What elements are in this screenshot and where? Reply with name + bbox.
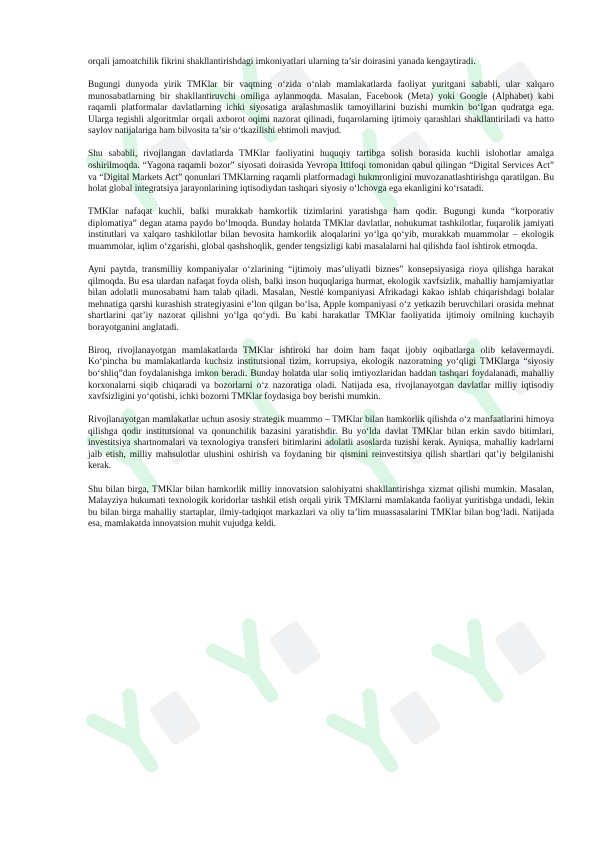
document-body <box>88 57 554 531</box>
watermark-mark <box>93 671 204 778</box>
watermark-mark <box>438 601 549 708</box>
paragraph: orqali jamoatchilik fikrini shakllantirishdagi imkoniyatlari ularning ta’sir doirasini yanada kengaytiradi. <box>88 57 476 67</box>
paragraph: TMKlar nafaqat kuchli, balki murakkab hamkorlik tizimlarini yaratishga ham qodir. Bugungi kunda “korporativ diplomatiya” degan atama paydo bo‘lmoqda. Bunday holatda TMKlar davlatlar, nohukumat tashkilotlar, fuqarolik jamiyati institutlari va xalqaro tashkilotlar bilan bevosita hamkorlik aloqalarini yo‘lga qo‘yib, murakkab muammolar – ekologik muammolar, iqlim o‘zgarishi, global qashshoqlik, gender tengsizligi kabi masalalarni hal qilishda faol ishtirok etmoqda. <box>88 207 554 252</box>
paragraph: Shu sababli, rivojlangan davlatlarda TMKlar faoliyatini huquqiy tartibga solish borasida kuchli islohotlar amalga oshirilmoqda. “Yagona raqamli bozor” siyosati doirasida Yevropa Ittifoqi tomonidan qabul qilingan “Digital Services Act” va “Digital Markets Act” qonunlari TMKlarning raqamli platformadagi hukmronligini muvozanatlashtirishga qaratilgan. Bu holat global integratsiya jarayonlarining iqtisodiydan tashqari siyosiy o‘lchovga ega ekanligini ko‘rsatadi. <box>88 149 554 195</box>
paragraph: Rivojlanayotgan mamlakatlar uchun asosiy strategik muammo – TMKlar bilan hamkorlik qilishda o‘z manfaatlarini himoya qilishga qodir institutsional va qonunchilik bazasini yaratishdir. Bu yo‘lda davlat TMKlar bilan erkin savdo bitimlari, investitsiya shartnomalari va texnologiya transferi bitimlarini adolatli asoslarda tuzishi kerak. Ayniqsa, mahalliy kadrlarni jalb etish, milliy mahsulotlar ulushini oshirish va foydaning bir qismini reinvestitsiya qilish shartlari qat’iy belgilanishi kerak. <box>88 415 554 472</box>
paragraph: Ayni paytda, transmilliy kompaniyalar o‘zlarining “ijtimoiy mas’uliyatli biznes” konsepsiyasiga rioya qilishga harakat qilmoqda. Bu esa ulardan nafaqat foyda olish, balki inson huquqlariga hurmat, ekologik xavfsizlik, mahalliy hamjamiyatlar bilan adolatli munosabatni ham talab qiladi. Masalan, Nestlé kompaniyasi Afrikadagi kakao ishlab chiqarishdagi bolalar mehnatiga qarshi kurashish strategiyasini e’lon qilgan bo‘lsa, Apple kompaniyasi o‘z yetkazib beruvchilari orasida mehnat shartlarini qat’iy nazorat qilishni yo‘lga qo‘ydi. Bu kabi harakatlar TMKlar faoliyatida ijtimoiy omilning kuchayib borayotganini anglatadi. <box>88 265 554 333</box>
watermark-mark <box>213 601 324 708</box>
watermark-mark <box>333 671 444 778</box>
paragraph: Biroq, rivojlanayotgan mamlakatlarda TMKlar ishtiroki har doim ham faqat ijobiy oqibatlarga olib kelavermaydi. Ko‘pincha bu mamlakatlarda kuchsiz institutsional tizim, korrupsiya, ekologik nazoratning yo‘qligi TMKlarga “siyosiy bo‘shliq”dan foydalanishga imkon beradi. Bunday holatda ular soliq imtiyozlaridan haddan tashqari foydalanadi, mahalliy korxonalarni siqib chiqaradi va bozorlarni o‘z nazoratiga oladi. Natijada esa, rivojlanayotgan davlatlar milliy iqtisodiy xavfsizligini yo‘qotishi, ichki bozorni TMKlar foydasiga boy berishi mumkin. <box>88 345 554 403</box>
paragraph: Shu bilan birga, TMKlar bilan hamkorlik milliy innovatsion salohiyatni shakllantirishga xizmat qilishi mumkin. Masalan, Malayziya hukumati texnologik koridorlar tashkil etish orqali yirik TMKlarni mamlakatda faoliyat yuritishga undadi, lekin bu bilan birga mahalliy startaplar, ilmiy-tadqiqot markazlari va oliy ta’lim muassasalarini TMKlar bilan bog‘ladi. Natijada esa, mamlakatda innovatsion muhit vujudga keldi. <box>88 484 554 530</box>
paragraph: Bugungi dunyoda yirik TMKlar bir vaqtning o‘zida o‘nlab mamlakatlarda faoliyat yuritgani sababli, ular xalqaro munosabatlarning bir shakllantiruvchi omiliga aylanmoqda. Masalan, Facebook (Meta) yoki Google (Alphabet) kabi raqamli platformalar davlatlarning ichki siyosatiga aralashmaslik tamoyillarini buzishi mumkin bo‘lgan qudratga ega. Ularga tegishli algoritmlar orqali axborot oqimi nazorat qilinadi, fuqarolarning ijtimoiy qarashlari shakllantiriladi va hatto saylov natijalariga ham bilvosita ta’sir o‘tkazilishi ehtimoli mavjud. <box>88 80 554 137</box>
